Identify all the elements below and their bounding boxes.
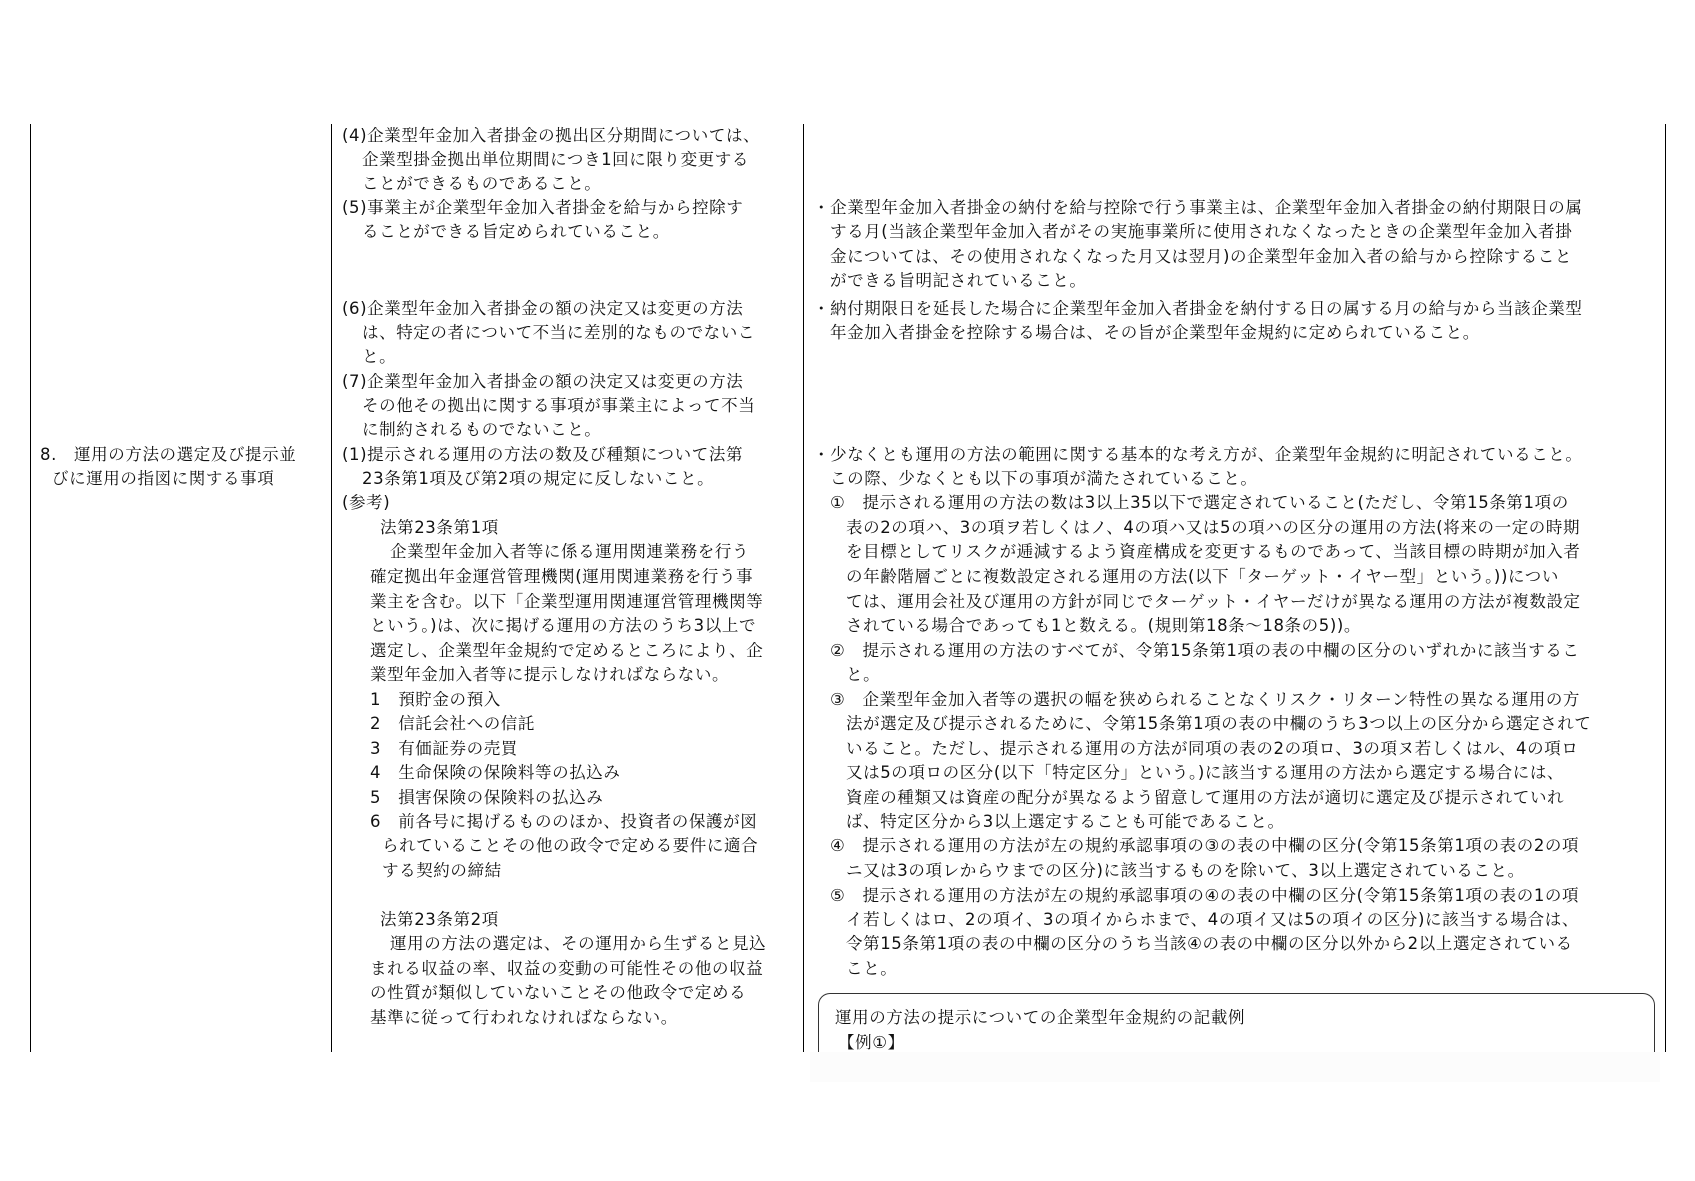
text-line: する月(当該企業型年金加入者がその実施事業所に使用されなくなったときの企業型年金加入者掛 <box>830 222 1573 241</box>
text-line: 資産の種類又は資産の配分が異なるよう留意して運用の方法が適切に選定及び提示されていれ <box>846 788 1565 807</box>
text-line: (7)企業型年金加入者掛金の額の決定又は変更の方法 <box>342 372 744 391</box>
text-line: ができる旨明記されていること。 <box>830 271 1087 290</box>
text-line: まれる収益の率、収益の変動の可能性その他の収益 <box>370 959 764 978</box>
text-line: ⑤ 提示される運用の方法が左の規約承認事項の④の表の中欄の区分(令第15条第1項の表の1の項 <box>830 886 1580 905</box>
text-line: 運用の方法の選定は、その運用から生ずると見込 <box>390 934 767 953</box>
sample-box-title: 運用の方法の提示についての企業型年金規約の記載例 <box>835 1008 1246 1027</box>
text-line: ては、運用会社及び運用の方針が同じでターゲット・イヤーだけが異なる運用の方法が複数設定 <box>846 592 1581 611</box>
text-line: 企業型年金加入者等に係る運用関連業務を行う <box>390 542 750 561</box>
table-border-col2 <box>331 124 332 1052</box>
list-item: 6 前各号に掲げるもののほか、投資者の保護が図 <box>370 812 758 831</box>
list-item: 1 預貯金の預入 <box>370 690 501 709</box>
text-line: ・納付期限日を延長した場合に企業型年金加入者掛金を納付する日の属する月の給与から当該企業型 <box>813 299 1583 318</box>
text-line: は、特定の者について不当に差別的なものでないこ <box>362 323 755 342</box>
text-line: 令第15条第1項の表の中欄の区分のうち当該④の表の中欄の区分以外から2以上選定されている <box>846 934 1573 953</box>
text-line: を目標としてリスクが逓減するよう資産構成を変更するものであって、当該目標の時期が加入者 <box>846 542 1581 561</box>
text-line: する契約の締結 <box>382 861 502 880</box>
text-line: 基準に従って行われなければならない。 <box>370 1008 678 1027</box>
text-line: 表の2の項ハ、3の項ヲ若しくはノ、4の項ハ又は5の項ハの区分の運用の方法(将来の一定の時期 <box>846 518 1581 537</box>
text-line: この際、少なくとも以下の事項が満たされていること。 <box>830 469 1258 488</box>
text-line: 23条第1項及び第2項の規定に反しないこと。 <box>362 469 715 488</box>
text-line: に制約されるものでないこと。 <box>362 420 602 439</box>
text-line: 法が選定及び提示されるために、令第15条第1項の表の中欄のうち3つ以上の区分から選定されて <box>846 714 1592 733</box>
list-item: 4 生命保険の保険料等の払込み <box>370 763 621 782</box>
text-line: その他その拠出に関する事項が事業主によって不当 <box>362 396 756 415</box>
law23-2-title: 法第23条第2項 <box>380 910 499 929</box>
text-line: られていることその他の政令で定める要件に適合 <box>382 836 759 855</box>
list-item: 2 信託会社への信託 <box>370 714 535 733</box>
reference-label: (参考) <box>342 493 391 512</box>
table-border-left <box>30 124 31 1052</box>
text-line: ・少なくとも運用の方法の範囲に関する基本的な考え方が、企業型年金規約に明記されていること。 <box>813 445 1583 464</box>
page-bottom-mask <box>810 1052 1660 1082</box>
text-line: 企業型掛金拠出単位期間につき1回に限り変更する <box>362 150 749 169</box>
list-item: 5 損害保険の保険料の払込み <box>370 788 604 807</box>
text-line: 年金加入者掛金を控除する場合は、その旨が企業型年金規約に定められていること。 <box>830 323 1480 342</box>
text-line: の性質が類似していないことその他政令で定める <box>370 983 747 1002</box>
text-line: ② 提示される運用の方法のすべてが、令第15条第1項の表の中欄の区分のいずれかに該当するこ <box>830 641 1580 660</box>
text-line: ニ又は3の項レからウまでの区分)に該当するものを除いて、3以上選定されていること。 <box>846 861 1525 880</box>
text-line: ・企業型年金加入者掛金の納付を給与控除で行う事業主は、企業型年金加入者掛金の納付期限日の属 <box>813 198 1583 217</box>
text-line: 業型年金加入者等に提示しなければならない。 <box>370 665 730 684</box>
text-line: 8. 運用の方法の選定及び提示並 <box>40 445 297 464</box>
text-line: 業主を含む。以下「企業型運用関連運営管理機関等 <box>370 592 764 611</box>
text-line: 又は5の項ロの区分(以下「特定区分」という。)に該当する運用の方法から選定する場合には、 <box>846 763 1565 782</box>
text-line: 金については、その使用されなくなった月又は翌月)の企業型年金加入者の給与から控除すること <box>830 247 1573 266</box>
text-line: されている場合であっても1と数える。(規則第18条～18条の5))。 <box>846 616 1362 635</box>
list-item: 3 有価証券の売買 <box>370 739 518 758</box>
text-line: の年齢階層ごとに複数設定される運用の方法(以下「ターゲット・イヤー型」という。))につい <box>846 567 1559 586</box>
law23-1-title: 法第23条第1項 <box>380 518 499 537</box>
text-line: ことができるものであること。 <box>362 174 602 193</box>
table-border-col3 <box>803 124 804 1052</box>
text-line: ば、特定区分から3以上選定することも可能であること。 <box>846 812 1285 831</box>
table-border-right <box>1665 124 1666 1052</box>
text-line: イ若しくはロ、2の項イ、3の項イからホまで、4の項イ又は5の項イの区分)に該当する場合は、 <box>846 910 1579 929</box>
text-line: ③ 企業型年金加入者等の選択の幅を狭められることなくリスク・リターン特性の異なる運用の方 <box>830 690 1581 709</box>
text-line: ④ 提示される運用の方法が左の規約承認事項の③の表の中欄の区分(令第15条第1項の表の2の項 <box>830 836 1580 855</box>
text-line: 選定し、企業型年金規約で定めるところにより、企 <box>370 641 764 660</box>
sample-example-label: 【例①】 <box>838 1033 905 1052</box>
text-line: こと。 <box>846 959 898 978</box>
text-line: (6)企業型年金加入者掛金の額の決定又は変更の方法 <box>342 299 744 318</box>
text-line: (5)事業主が企業型年金加入者掛金を給与から控除す <box>342 198 744 217</box>
text-line: という。)は、次に掲げる運用の方法のうち3以上で <box>370 616 757 635</box>
text-line: (1)提示される運用の方法の数及び種類について法第 <box>342 445 744 464</box>
text-line: 確定拠出年金運営管理機関(運用関連業務を行う事 <box>370 567 754 586</box>
text-line: ることができる旨定められていること。 <box>362 222 670 241</box>
text-line: ① 提示される運用の方法の数は3以上35以下で選定されていること(ただし、令第15条第1項の <box>830 493 1569 512</box>
text-line: と。 <box>362 347 397 366</box>
text-line: と。 <box>846 665 881 684</box>
text-line: びに運用の指図に関する事項 <box>52 469 275 488</box>
text-line: いること。ただし、提示される運用の方法が同項の表の2の項ロ、3の項ヌ若しくはル、4の項ロ <box>846 739 1579 758</box>
text-line: (4)企業型年金加入者掛金の拠出区分期間については、 <box>342 126 761 145</box>
